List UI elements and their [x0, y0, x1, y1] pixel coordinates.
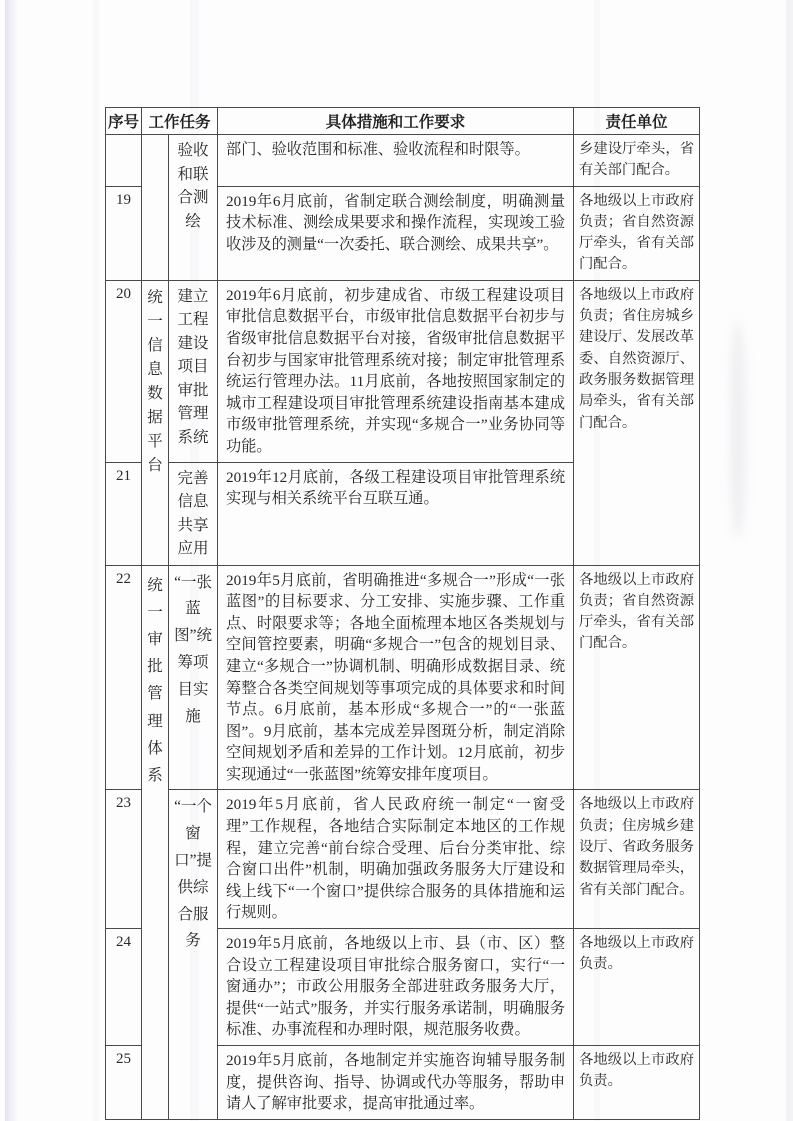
seq-cell: 20: [106, 280, 142, 462]
responsible-cell: 各地级以上市政府负责；住房城乡建设厅、省政务服务数据管理局牵头，省有关部门配合。: [574, 790, 700, 929]
measures-cell: 2019年6月底前，初步建成省、市级工程建设项目审批信息数据平台，市级审批信息数据平台初步与省级审批信息数据平台对接，省级审批信息数据平台初步与国家审批管理系统对接；制定审批管理系统运行管理办法。11月底前，各地按照国家制定的城市工程建设项目审批管理系统建设指南基本建成市级审批管理系统，并实现“多规合一”业务协同等功能。: [218, 280, 574, 462]
document-table: [105, 107, 700, 1120]
scan-artifact-streak: [93, 0, 99, 1121]
seq-cell: 23: [106, 790, 142, 929]
group-cell: 统一审批管理体系: [142, 565, 169, 1119]
scan-artifact-edge-streak: [786, 0, 793, 1121]
responsible-cell: 各地级以上市政府负责；省住房城乡建设厅、发展改革委、自然资源厅、政务服务数据管理局牵头，省有关部门配合。: [574, 280, 700, 565]
seq-cell: 22: [106, 565, 142, 790]
seq-cell: 21: [106, 462, 142, 565]
scan-artifact-right-shadow: [730, 320, 746, 540]
task-cell: “一个窗口”提供综合服务: [169, 790, 218, 1119]
responsible-cell: 各地级以上市政府负责；省自然资源厅牵头，省有关部门配合。: [574, 565, 700, 790]
measures-cell: 2019年6月底前，省制定联合测绘制度，明确测量技术标准、测绘成果要求和操作流程，实现竣工验收涉及的测量“一次委托、联合测绘、成果共享”。: [218, 186, 574, 280]
table-row: [106, 565, 700, 790]
measures-cell: 2019年5月底前，各地级以上市、县（市、区）整合设立工程建设项目审批综合服务窗口，实行“一窗通办”；市政公用服务全部进驻政务服务大厅，提供“一站式”服务，并实行服务承诺制，明确服务标准、办事流程和办理时限，规范服务收费。: [218, 929, 574, 1046]
table-header-row: [106, 108, 700, 135]
measures-cell: 2019年5月底前，各地制定并实施咨询辅导服务制度，提供咨询、指导、协调或代办等服务，帮助申请人了解审批要求，提高审批通过率。: [218, 1046, 574, 1120]
task-cell: 建立工程建设项目审批管理系统: [169, 280, 218, 462]
task-cell: 完善信息共享应用: [169, 462, 218, 565]
table-row: [106, 280, 700, 462]
responsible-cell: 乡建设厅牵头，省有关部门配合。: [574, 135, 700, 187]
task-cell: 验收和联合测绘: [169, 135, 218, 281]
table-row: [106, 135, 700, 187]
seq-cell: 25: [106, 1046, 142, 1120]
table-row: [106, 790, 700, 929]
measures-cell: 2019年5月底前，省人民政府统一制定“一窗受理”工作规程，各地结合实际制定本地区的工作规程，建立完善“前台综合受理、后台分类审批、综合窗口出件”机制，明确加强政务服务大厅建设和线上线下“一个窗口”提供综合服务的具体措施和运行规则。: [218, 790, 574, 929]
measures-cell: 部门、验收范围和标准、验收流程和时限等。: [218, 135, 574, 187]
scan-artifact-left-streak: [5, 0, 18, 1121]
seq-cell: 19: [106, 186, 142, 280]
seq-cell: [106, 135, 142, 187]
header-measures: 具体措施和工作要求: [218, 108, 574, 135]
responsible-cell: 各地级以上市政府负责。: [574, 1046, 700, 1120]
header-responsible: 责任单位: [574, 108, 700, 135]
measures-cell: 2019年12月底前，各级工程建设项目审批管理系统实现与相关系统平台互联互通。: [218, 462, 574, 565]
group-cell: 统一信息数据平台: [142, 280, 169, 565]
responsible-cell: 各地级以上市政府负责。: [574, 929, 700, 1046]
seq-cell: 24: [106, 929, 142, 1046]
header-task: 工作任务: [142, 108, 218, 135]
group-cell: [142, 135, 169, 281]
header-seq: 序号: [106, 108, 142, 135]
measures-cell: 2019年5月底前，省明确推进“多规合一”形成“一张蓝图”的目标要求、分工安排、实施步骤、工作重点、时限要求等；各地全面梳理本地区各类规划与空间管控要素，明确“多规合一”包含的规划目录、建立“多规合一”协调机制、明确形成数据目录、统筹整合各类空间规划等事项完成的具体要求和时间节点。6月底前，基本形成“多规合一”的“一张蓝图”。9月底前，基本完成差异图斑分析，制定消除空间规划矛盾和差异的工作计划。12月底前，初步实现通过“一张蓝图”统筹安排年度项目。: [218, 565, 574, 790]
responsible-cell: 各地级以上市政府负责；省自然资源厅牵头，省有关部门配合。: [574, 186, 700, 280]
task-cell: “一张蓝图”统筹项目实施: [169, 565, 218, 790]
